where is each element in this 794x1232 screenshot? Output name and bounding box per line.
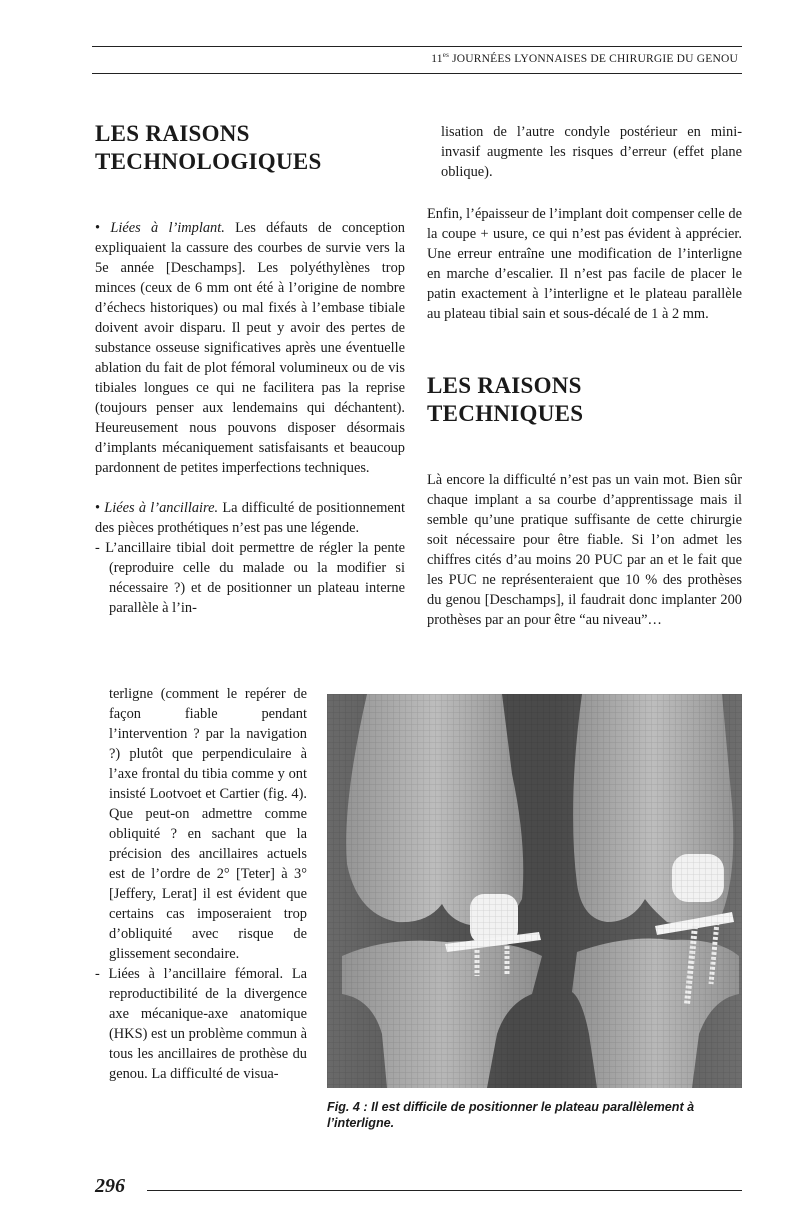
paragraph-implant: • Liées à l’implant. Les défauts de conception expliquaient la cassure des courbes de survie vers la 5e année [Deschamps]. Les polyéthylènes trop minces (ceux de 6 mm ont été à l’origine de nombre d’échecs historiques) ou mal fixés à l’embase tibiale doivent avoir disparu. Il peut y avoir des pertes de substance osseuse significatives après une éventuelle ablation du fait de plot fémoral volumineux ou de vis tibiales longues ce qui ne facilitera pas la reprise (toujours penser aux lendemains qui déchantent). Heureusement nous pouvons disposer désormais d’implants mécaniquement satisfaisants et beaucoup pardonnent de petites imperfections techniques. [95,220,405,476]
paragraph-ancillaire-femoral: - Liées à l’ancillaire fémoral. La reproductibilité de la divergence axe mécanique-axe anatomique (HKS) est un problème commun à tous les ancillaires de prothèse du genou. La difficulté de visua- [95,966,307,1082]
paragraph-ancillaire-tibial-cont: terligne (comment le repérer de façon fiable pendant l’intervention ? par la navigation ?) plutôt que perpendiculaire à l’axe frontal du tibia comme y ont insisté Lootvoet et Cartier (fig. 4). Que peut-on admettre comme obliquité ? en sachant que la précision des ancillaires actuels est de l’ordre de 2° [Teter] à 3° [Jeffery, Lerat] il est évident que certains cas imposeraient trop d’obliquité avec risque de glissement secondaire. [109,686,307,962]
figure-caption: Fig. 4 : Il est difficile de positionner le plateau parallèlement à l’interligne. [327,1100,695,1130]
paragraph-ancillaire-tibial: - L’ancillaire tibial doit permettre de régler la pente (reproduire celle du malade ou la modifier si nécessaire ?) et de positionner un plateau interne parallèle à l’in- [95,540,405,616]
left-column [95,120,405,618]
left-column-narrow [95,684,307,1084]
knee-xray-image [327,694,742,1088]
running-head: $11^{es}$ JOURNÉES LYONNAISES DE CHIRURGIE DU GENOU [431,51,738,65]
section-heading-techniques: LES RAISONS TECHNIQUES [427,373,584,426]
xray-figure [327,694,742,1088]
paragraph-enfin: Enfin, l’épaisseur de l’implant doit compenser celle de la coupe + usure, ce qui n’est pas évident à apprécier. Une erreur entraîne une modification de l’interligne en marche d’escalier. Il n’est pas facile de placer le patin exactement à l’interligne et le plateau parallèle au plateau tibial sain et sous-décalé de 1 à 2 mm. [427,206,742,322]
paragraph-techniques: Là encore la difficulté n’est pas un vain mot. Bien sûr chaque implant a sa courbe d’apprentissage mais il semble qu’une pratique suffisante de cette chirurgie soit nécessaire pour être fiable. Si l’on admet les chiffres cités d’au moins 20 PUC par an et le fait que les PUC ne représenteraient que 10 % des prothèses du genou [Deschamps], il faudrait donc implanter 200 prothèses par an pour être “au niveau”… [427,472,742,628]
header-bottom-rule [92,73,742,74]
header-top-rule [92,46,742,47]
paragraph-ancillaire: • Liées à l’ancillaire. La difficulté de positionnement des pièces prothétiques n’est pas une légende. [95,500,405,536]
paragraph-continuation: lisation de l’autre condyle postérieur en mini-invasif augmente les risques d’erreur (effet plane oblique). [441,124,742,180]
footer-rule [147,1190,742,1191]
page-number: 296 [95,1175,125,1197]
right-column [427,122,742,630]
section-heading-technologiques: LES RAISONS TECHNOLOGIQUES [95,121,322,174]
